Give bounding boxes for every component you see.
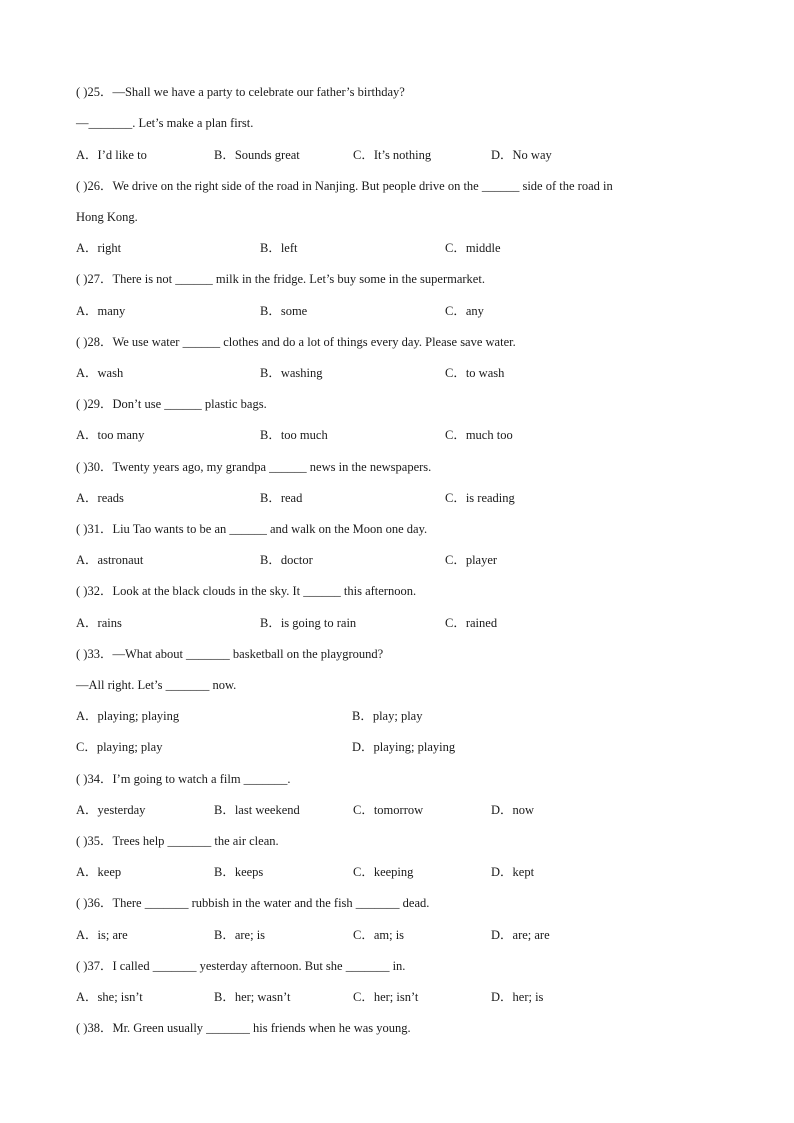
option-c: C．her; isn’t (353, 990, 419, 1004)
option-d: D．kept (491, 865, 535, 879)
option-d: D．now (491, 803, 535, 817)
question-33-stem-line2: —All right. Let’s _______ now. (76, 678, 237, 692)
question-31-stem: ( )31．Liu Tao wants to be an ______ and walk on the Moon one day. (76, 522, 428, 536)
question-35-stem: ( )35．Trees help _______ the air clean. (76, 834, 279, 848)
option-b: B．last weekend (214, 803, 300, 817)
option-c: C．playing; play (76, 740, 163, 754)
question-32-stem: ( )32．Look at the black clouds in the sky. It ______ this afternoon. (76, 584, 417, 598)
question-28-stem: ( )28．We use water ______ clothes and do a lot of things every day. Please save water. (76, 335, 516, 349)
question-26-stem: ( )26．We drive on the right side of the road in Nanjing. But people drive on the ______ side of the road in (76, 179, 613, 193)
option-a: A．keep (76, 865, 122, 879)
option-c: C．It’s nothing (353, 148, 432, 162)
option-a: A．she; isn’t (76, 990, 143, 1004)
question-36-stem: ( )36．There _______ rubbish in the water and the fish _______ dead. (76, 896, 430, 910)
option-a: A．right (76, 241, 122, 255)
option-c: C．tomorrow (353, 803, 424, 817)
option-a: A．I’d like to (76, 148, 147, 162)
option-a: A．many (76, 304, 126, 318)
option-b: B．read (260, 491, 303, 505)
option-b: B．is going to rain (260, 616, 357, 630)
question-26-stem-line2: Hong Kong. (76, 210, 138, 224)
option-d: D．are; are (491, 928, 550, 942)
option-c: C．middle (445, 241, 501, 255)
option-b: B．are; is (214, 928, 266, 942)
question-25-stem-line2: —_______. Let’s make a plan first. (76, 116, 254, 130)
question-27-stem: ( )27．There is not ______ milk in the fridge. Let’s buy some in the supermarket. (76, 272, 485, 286)
option-a: A．playing; playing (76, 709, 180, 723)
option-a: A．is; are (76, 928, 128, 942)
question-33-stem: ( )33．—What about _______ basketball on the playground? (76, 647, 384, 661)
option-c: C．am; is (353, 928, 405, 942)
option-b: B．some (260, 304, 308, 318)
option-b: B．washing (260, 366, 323, 380)
option-b: B．play; play (352, 709, 423, 723)
option-a: A．reads (76, 491, 124, 505)
option-b: B．doctor (260, 553, 313, 567)
option-c: C．much too (445, 428, 513, 442)
option-b: B．left (260, 241, 298, 255)
option-b: B．Sounds great (214, 148, 300, 162)
question-25-stem: ( )25．—Shall we have a party to celebrate our father’s birthday? (76, 85, 405, 99)
option-c: C．keeping (353, 865, 414, 879)
question-34-stem: ( )34．I’m going to watch a film _______. (76, 772, 291, 786)
option-a: A．wash (76, 366, 124, 380)
option-b: B．too much (260, 428, 328, 442)
option-c: C．is reading (445, 491, 515, 505)
option-c: C．player (445, 553, 498, 567)
option-c: C．to wash (445, 366, 505, 380)
option-d: D．No way (491, 148, 552, 162)
option-d: D．playing; playing (352, 740, 456, 754)
option-a: A．rains (76, 616, 122, 630)
question-38-stem: ( )38．Mr. Green usually _______ his friends when he was young. (76, 1021, 411, 1035)
option-a: A．yesterday (76, 803, 146, 817)
option-c: C．rained (445, 616, 498, 630)
option-b: B．keeps (214, 865, 264, 879)
option-a: A．too many (76, 428, 145, 442)
option-c: C．any (445, 304, 484, 318)
option-a: A．astronaut (76, 553, 144, 567)
option-b: B．her; wasn’t (214, 990, 291, 1004)
question-29-stem: ( )29．Don’t use ______ plastic bags. (76, 397, 267, 411)
question-30-stem: ( )30．Twenty years ago, my grandpa ______ news in the newspapers. (76, 460, 432, 474)
question-37-stem: ( )37．I called _______ yesterday afternoon. But she _______ in. (76, 959, 406, 973)
option-d: D．her; is (491, 990, 544, 1004)
